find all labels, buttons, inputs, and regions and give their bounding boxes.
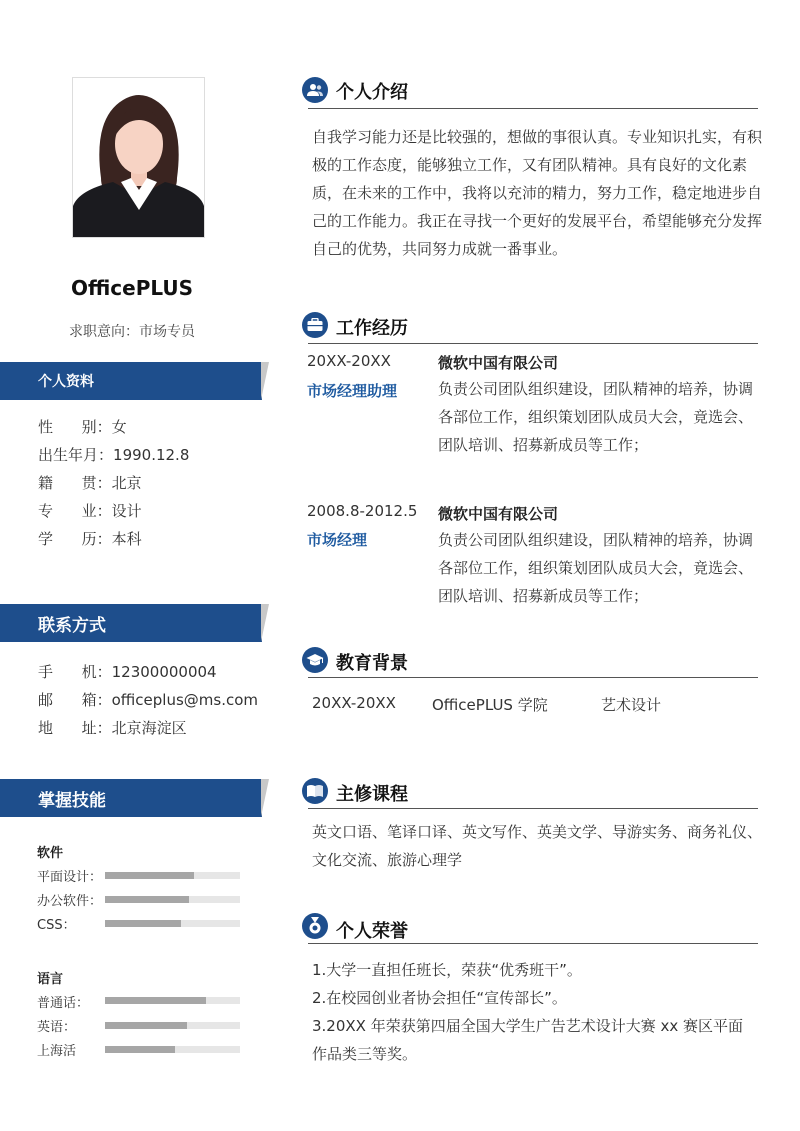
medal-icon (302, 913, 328, 939)
skills-title: 掌握技能 (38, 790, 106, 811)
intro-title: 个人介绍 (336, 82, 408, 103)
email-value: officeplus@ms.com (111, 691, 259, 709)
education-school: OfficePLUS 学院 (432, 696, 548, 714)
contact-label: 手 机 (38, 663, 97, 681)
info-label: 籍 贯 (38, 474, 97, 492)
job-date: 20XX-20XX (307, 352, 391, 370)
skill-bar-fill (105, 920, 181, 927)
profile-photo (72, 77, 205, 238)
contact-label: 地 址 (38, 719, 97, 737)
skill-bar-fill (105, 872, 194, 879)
contact-label: 邮 箱 (38, 691, 97, 709)
language-label: 英语： (37, 1020, 77, 1035)
info-value: 北京 (111, 474, 142, 492)
honor-item: 1.大学一直担任班长，荣获“优秀班干”。 (312, 961, 582, 979)
info-value: 设计 (111, 502, 142, 520)
section-divider (308, 677, 758, 678)
language-bar (105, 1022, 240, 1029)
job-date: 2008.8-2012.5 (307, 502, 418, 520)
education-title: 教育背景 (336, 653, 408, 674)
info-label: 专 业 (38, 502, 97, 520)
personal-info-row: 出生年月：1990.12.8 (38, 446, 190, 464)
phone-value: 12300000004 (111, 663, 217, 681)
courses-title: 主修课程 (336, 784, 408, 805)
info-label: 性 别 (38, 418, 97, 436)
contact-row: 手 机：12300000004 (38, 663, 217, 681)
info-value: 女 (111, 418, 127, 436)
address-value: 北京海淀区 (111, 719, 187, 737)
skill-label: 办公软件： (37, 894, 103, 909)
skill-bar (105, 896, 240, 903)
education-date: 20XX-20XX (312, 694, 396, 712)
intro-text: 自我学习能力还是比较强的，想做的事很认真。专业知识扎实，有积极的工作态度，能够独立工作，又有团队精神。具有良好的文化素质，在未来的工作中，我将以充沛的精力，努力工作，稳定地进步自己的工作能力。我正在寻找一个更好的发展平台，希望能够充分发挥自己的优势，共同努力成就一番事业。 (312, 128, 763, 258)
personal-info-row: 学 历：本科 (38, 530, 142, 548)
personal-info-header (0, 362, 262, 400)
job-role: 市场经理 (307, 531, 368, 549)
info-label: 学 历 (38, 530, 97, 548)
contact-title: 联系方式 (38, 615, 106, 636)
job-description: 负责公司团队组织建设，团队精神的培养，协调各部位工作，组织策划团队成员大会，竟选会、团队培训、招募新成员等工作； (438, 380, 754, 454)
contact-row: 地 址：北京海淀区 (38, 719, 187, 737)
language-bar-fill (105, 997, 206, 1004)
user-icon (302, 77, 328, 103)
section-divider (308, 808, 758, 809)
personal-info-title: 个人资料 (38, 374, 94, 390)
personal-info-row: 性 别：女 (38, 418, 127, 436)
briefcase-icon (302, 312, 328, 338)
graduation-cap-icon (302, 647, 328, 673)
education-major: 艺术设计 (601, 696, 662, 714)
job-company: 微软中国有限公司 (438, 354, 559, 372)
skill-bar-fill (105, 896, 189, 903)
job-company: 微软中国有限公司 (438, 505, 559, 523)
contact-row: 邮 箱：officeplus@ms.com (38, 691, 259, 709)
courses-text: 英文口语、笔译口译、英文写作、英美文学、导游实务、商务礼仪、文化交流、旅游心理学 (312, 823, 763, 869)
section-divider (308, 943, 758, 944)
software-heading: 软件 (37, 846, 64, 861)
skill-label: CSS： (37, 918, 76, 933)
honor-item: 2.在校园创业者协会担任“宣传部长”。 (312, 989, 567, 1007)
candidate-name: OfficePLUS (70, 276, 194, 300)
language-heading: 语言 (37, 972, 64, 987)
job-description: 负责公司团队组织建设，团队精神的培养，协调各部位工作，组织策划团队成员大会，竟选会、团队培训、招募新成员等工作； (438, 531, 754, 605)
info-label: 出生年月 (38, 446, 99, 464)
skills-header (0, 779, 262, 817)
personal-info-row: 专 业：设计 (38, 502, 142, 520)
language-bar (105, 997, 240, 1004)
info-value: 1990.12.8 (113, 446, 190, 464)
language-bar (105, 1046, 240, 1053)
book-icon (302, 778, 328, 804)
language-bar-fill (105, 1022, 187, 1029)
contact-header (0, 604, 262, 642)
section-divider (308, 108, 758, 109)
section-divider (308, 343, 758, 344)
job-role: 市场经理助理 (307, 382, 398, 400)
language-label: 上海活 (37, 1044, 77, 1059)
info-value: 本科 (111, 530, 142, 548)
honors-title: 个人荣誉 (336, 921, 408, 942)
skill-label: 平面设计： (37, 870, 103, 885)
honor-item: 3.20XX 年荣获第四届全国大学生广告艺术设计大赛 xx 赛区平面作品类三等奖。 (312, 1017, 744, 1063)
job-intent: 求职意向：市场专员 (69, 324, 195, 340)
skill-bar (105, 920, 240, 927)
skill-bar (105, 872, 240, 879)
language-label: 普通话： (37, 996, 90, 1011)
personal-info-row: 籍 贯：北京 (38, 474, 142, 492)
language-bar-fill (105, 1046, 175, 1053)
work-title: 工作经历 (336, 318, 408, 339)
